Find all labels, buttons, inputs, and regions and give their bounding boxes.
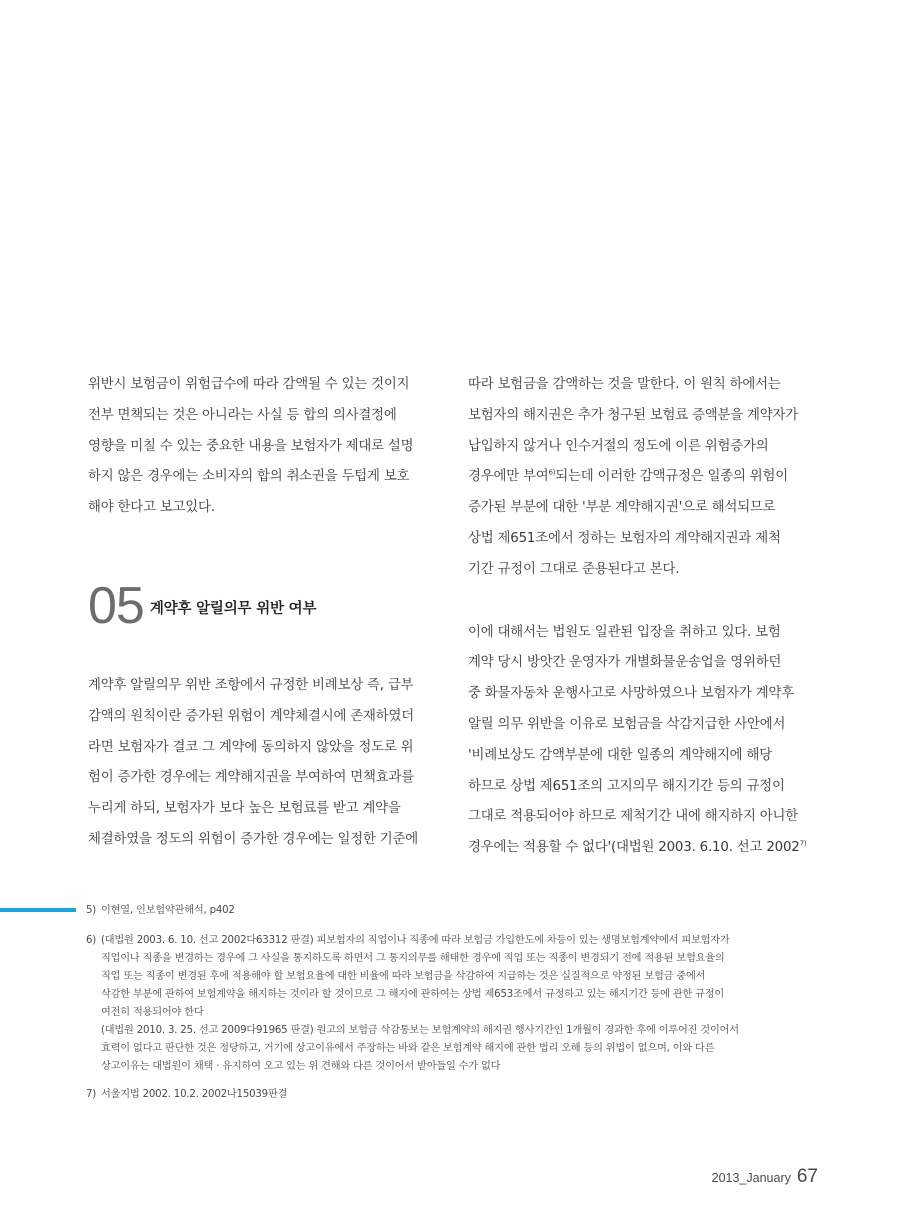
text-line: 하지 않은 경우에는 소비자의 합의 취소권을 두텁게 보호 xyxy=(88,469,410,485)
text-line xyxy=(468,462,812,493)
issue-label: 2013_January xyxy=(711,1171,791,1185)
text-line: 상법 제651조에서 정하는 보험자의 계약해지권과 제척 xyxy=(468,530,781,546)
footnote-ref: 7) xyxy=(799,839,807,848)
footnote-line: (대법원 2003. 6. 10. 선고 2002다63312 판결) 피보험자의 직업이나 직종에 따라 보험금 가입한도에 차등이 있는 생명보험계약에서 피보험자가 xyxy=(101,935,730,946)
text-line: 험이 증가한 경우에는 계약해지권을 부여하여 면책효과를 xyxy=(88,770,414,786)
section-paragraph xyxy=(88,671,432,856)
text-line: 보험자의 해지권은 추가 청구된 보험료 증액분을 계약자가 xyxy=(468,407,798,423)
footnote-7 xyxy=(86,1086,826,1104)
footnote-number: 7) xyxy=(86,1089,97,1100)
footnote-line: 효력이 없다고 판단한 것은 정당하고, 거기에 상고이유에서 주장하는 바와 같은 보험계약 해지에 관한 법리 오해 등의 위법이 없으며, 이와 다른 xyxy=(101,1043,715,1054)
text-line: '비례보상도 감액부분에 대한 일종의 계약해지에 해당 xyxy=(468,747,772,763)
text-line: 하므로 상법 제651조의 고지의무 해지기간 등의 규정이 xyxy=(468,778,785,794)
text-line: 따라 보험금을 감액하는 것을 말한다. 이 원칙 하에서는 xyxy=(468,377,781,392)
text-line: 그대로 적용되어야 하므로 제척기간 내에 해지하지 아니한 xyxy=(468,809,798,825)
text-line: 위반시 보험금이 위험급수에 따라 감액될 수 있는 것이지 xyxy=(88,377,410,392)
footnote-line: 상고이유는 대법원이 채택 · 유지하여 오고 있는 위 견해와 다른 것이어서 받아들일 수가 없다 xyxy=(101,1061,501,1072)
section-title: 계약후 알릴의무 위반 여부 xyxy=(149,601,317,618)
section-number: 05 xyxy=(88,576,144,635)
footnote-block xyxy=(101,932,826,1022)
text-line: 이에 대해서는 법원도 일관된 입장을 취하고 있다. 보험 xyxy=(468,624,781,640)
text-line: 기간 규정이 그대로 준용된다고 본다. xyxy=(468,561,680,577)
footnote-ref: 6) xyxy=(548,468,556,477)
text-line: 납입하지 않거나 인수거절의 정도에 이른 위험증가의 xyxy=(468,438,769,454)
text-line: 알릴 의무 위반을 이유로 보험금을 삭감지급한 사안에서 xyxy=(468,716,786,732)
text-line: 영향을 미칠 수 있는 중요한 내용을 보험자가 제대로 설명 xyxy=(88,438,414,454)
text-segment: 경우에는 적용할 수 없다'(대법원 2003. 6.10. 선고 2002 xyxy=(468,840,800,856)
footnote-line: (대법원 2010. 3. 25. 선고 2009다91965 판결) 원고의 보험금 삭감통보는 보험계약의 해지권 행사기간인 1개월이 경과한 후에 이루어진 것이어서 xyxy=(101,1025,739,1036)
text-line: 계약 당시 방앗간 운영자가 개별화물운송업을 영위하던 xyxy=(468,655,782,671)
page-footer xyxy=(712,1166,818,1188)
text-line xyxy=(468,833,812,864)
footnote-line: 삭감한 부분에 관하여 보험계약을 해지하는 것이라 할 것이므로 그 해지에 관하여는 상법 제653조에서 규정하고 있는 해지기간 등에 관한 규정이 xyxy=(101,989,725,1000)
text-line: 전부 면책되는 것은 아니라는 사실 등 합의 의사결정에 xyxy=(88,407,397,423)
footnote-block xyxy=(101,1022,826,1076)
footnote-line: 직업 또는 직종이 변경된 후에 적용해야 할 보험요율에 대한 비율에 따라 보험금을 삭감하여 지급하는 것은 실질적으로 약정된 보험금 중에서 xyxy=(101,971,706,982)
footnote-5 xyxy=(86,902,826,922)
text-segment: 경우에만 부여 xyxy=(468,469,549,485)
footnote-line: 직업이나 직종을 변경하는 경우에 그 사실을 통지하도록 하면서 그 통지의무를 해태한 경우에 직업 또는 직종이 변경되기 전에 적용된 보험요율의 xyxy=(101,953,725,964)
intro-paragraph xyxy=(88,370,432,524)
text-line: 증가된 부분에 대한 '부분 계약해지권'으로 해석되므로 xyxy=(468,500,776,516)
footnotes xyxy=(86,902,826,1104)
left-column xyxy=(88,370,432,856)
footnote-text: 서울지법 2002. 10.2. 2002나15039판결 xyxy=(101,1089,288,1100)
text-line: 감액의 원칙이란 증가된 위험이 계약체결시에 존재하였더 xyxy=(88,708,414,724)
text-line: 중 화물자동차 운행사고로 사망하였으나 보험자가 계약후 xyxy=(468,686,794,702)
text-line: 계약후 알릴의무 위반 조항에서 규정한 비례보상 즉, 급부 xyxy=(88,677,414,693)
accent-bar xyxy=(0,908,76,912)
footnote-text: 이현열, 인보험약관해석, p402 xyxy=(101,905,235,916)
right-column xyxy=(468,370,812,864)
footnote-number: 6) xyxy=(86,935,97,946)
text-segment: 되는데 이러한 감액규정은 일종의 위험이 xyxy=(555,469,788,485)
right-paragraph-2 xyxy=(468,618,812,864)
page-number: 67 xyxy=(796,1166,818,1187)
footnote-number: 5) xyxy=(86,905,97,916)
text-line: 체결하였을 정도의 위험이 증가한 경우에는 일정한 기준에 xyxy=(88,831,418,847)
section-heading xyxy=(88,575,432,635)
text-line: 누리게 하되, 보험자가 보다 높은 보험료를 받고 계약을 xyxy=(88,801,401,817)
text-line: 해야 한다고 보고있다. xyxy=(88,500,215,516)
text-line: 라면 보험자가 결코 그 계약에 동의하지 않았을 정도로 위 xyxy=(88,739,414,755)
right-paragraph-1 xyxy=(468,370,812,586)
footnote-6 xyxy=(86,932,826,1076)
footnote-line: 여전히 적용되어야 한다 xyxy=(101,1007,204,1018)
